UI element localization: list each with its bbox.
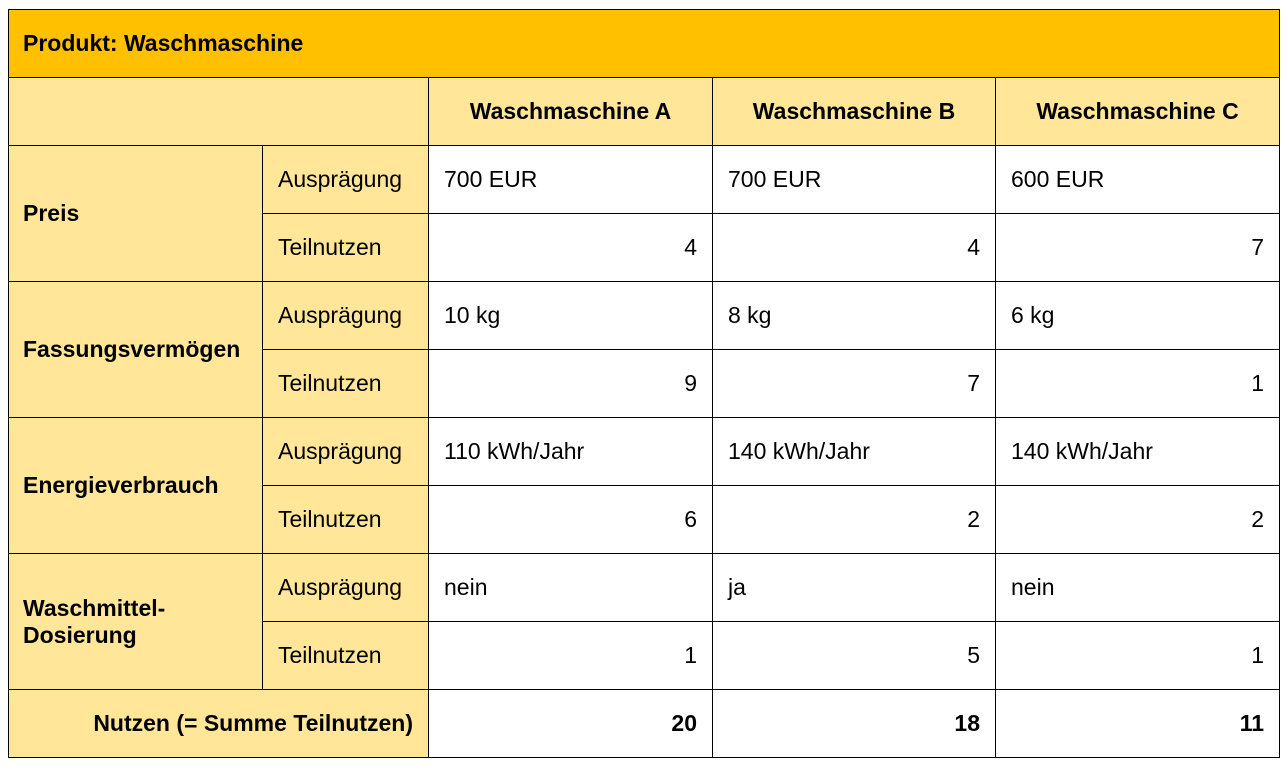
table-row: [9, 554, 1280, 622]
utility-cell: 1: [996, 350, 1280, 418]
utility-cell: 2: [996, 486, 1280, 554]
table-title: Produkt: Waschmaschine: [9, 10, 1280, 78]
attribute-label-preis: Preis: [9, 146, 263, 282]
level-cell: nein: [429, 554, 713, 622]
utility-cell: 7: [713, 350, 996, 418]
total-label: Nutzen (= Summe Teilnutzen): [9, 690, 429, 758]
row-label-auspraegung: Ausprägung: [263, 146, 429, 214]
level-cell: 140 kWh/Jahr: [713, 418, 996, 486]
utility-cell: 1: [996, 622, 1280, 690]
header-corner-cell: [9, 78, 429, 146]
utility-table: [8, 9, 1280, 758]
level-cell: 8 kg: [713, 282, 996, 350]
utility-cell: 6: [429, 486, 713, 554]
attribute-label-energieverbrauch: Energieverbrauch: [9, 418, 263, 554]
total-value: 11: [996, 690, 1280, 758]
total-row: [9, 690, 1280, 758]
column-header-b: Waschmaschine B: [713, 78, 996, 146]
table-row: [9, 282, 1280, 350]
attribute-label-waschmittel-dosierung: [9, 554, 263, 690]
table-row: [9, 418, 1280, 486]
title-row: [9, 10, 1280, 78]
row-label-teilnutzen: Teilnutzen: [263, 214, 429, 282]
utility-cell: 5: [713, 622, 996, 690]
utility-cell: 4: [713, 214, 996, 282]
total-value: 20: [429, 690, 713, 758]
column-header-row: [9, 78, 1280, 146]
level-cell: ja: [713, 554, 996, 622]
attribute-label-line: Dosierung: [23, 621, 137, 648]
row-label-teilnutzen: Teilnutzen: [263, 350, 429, 418]
level-cell: 700 EUR: [429, 146, 713, 214]
level-cell: 140 kWh/Jahr: [996, 418, 1280, 486]
level-cell: 700 EUR: [713, 146, 996, 214]
level-cell: 6 kg: [996, 282, 1280, 350]
table-row: [9, 146, 1280, 214]
utility-cell: 7: [996, 214, 1280, 282]
row-label-auspraegung: Ausprägung: [263, 282, 429, 350]
level-cell: 110 kWh/Jahr: [429, 418, 713, 486]
row-label-auspraegung: Ausprägung: [263, 418, 429, 486]
total-value: 18: [713, 690, 996, 758]
attribute-label-line: Waschmittel-: [23, 594, 166, 621]
utility-cell: 4: [429, 214, 713, 282]
utility-cell: 1: [429, 622, 713, 690]
level-cell: 600 EUR: [996, 146, 1280, 214]
utility-cell: 9: [429, 350, 713, 418]
attribute-label-fassungsvermoegen: Fassungsvermögen: [9, 282, 263, 418]
column-header-a: Waschmaschine A: [429, 78, 713, 146]
row-label-teilnutzen: Teilnutzen: [263, 486, 429, 554]
level-cell: 10 kg: [429, 282, 713, 350]
row-label-auspraegung: Ausprägung: [263, 554, 429, 622]
column-header-c: Waschmaschine C: [996, 78, 1280, 146]
row-label-teilnutzen: Teilnutzen: [263, 622, 429, 690]
utility-cell: 2: [713, 486, 996, 554]
level-cell: nein: [996, 554, 1280, 622]
